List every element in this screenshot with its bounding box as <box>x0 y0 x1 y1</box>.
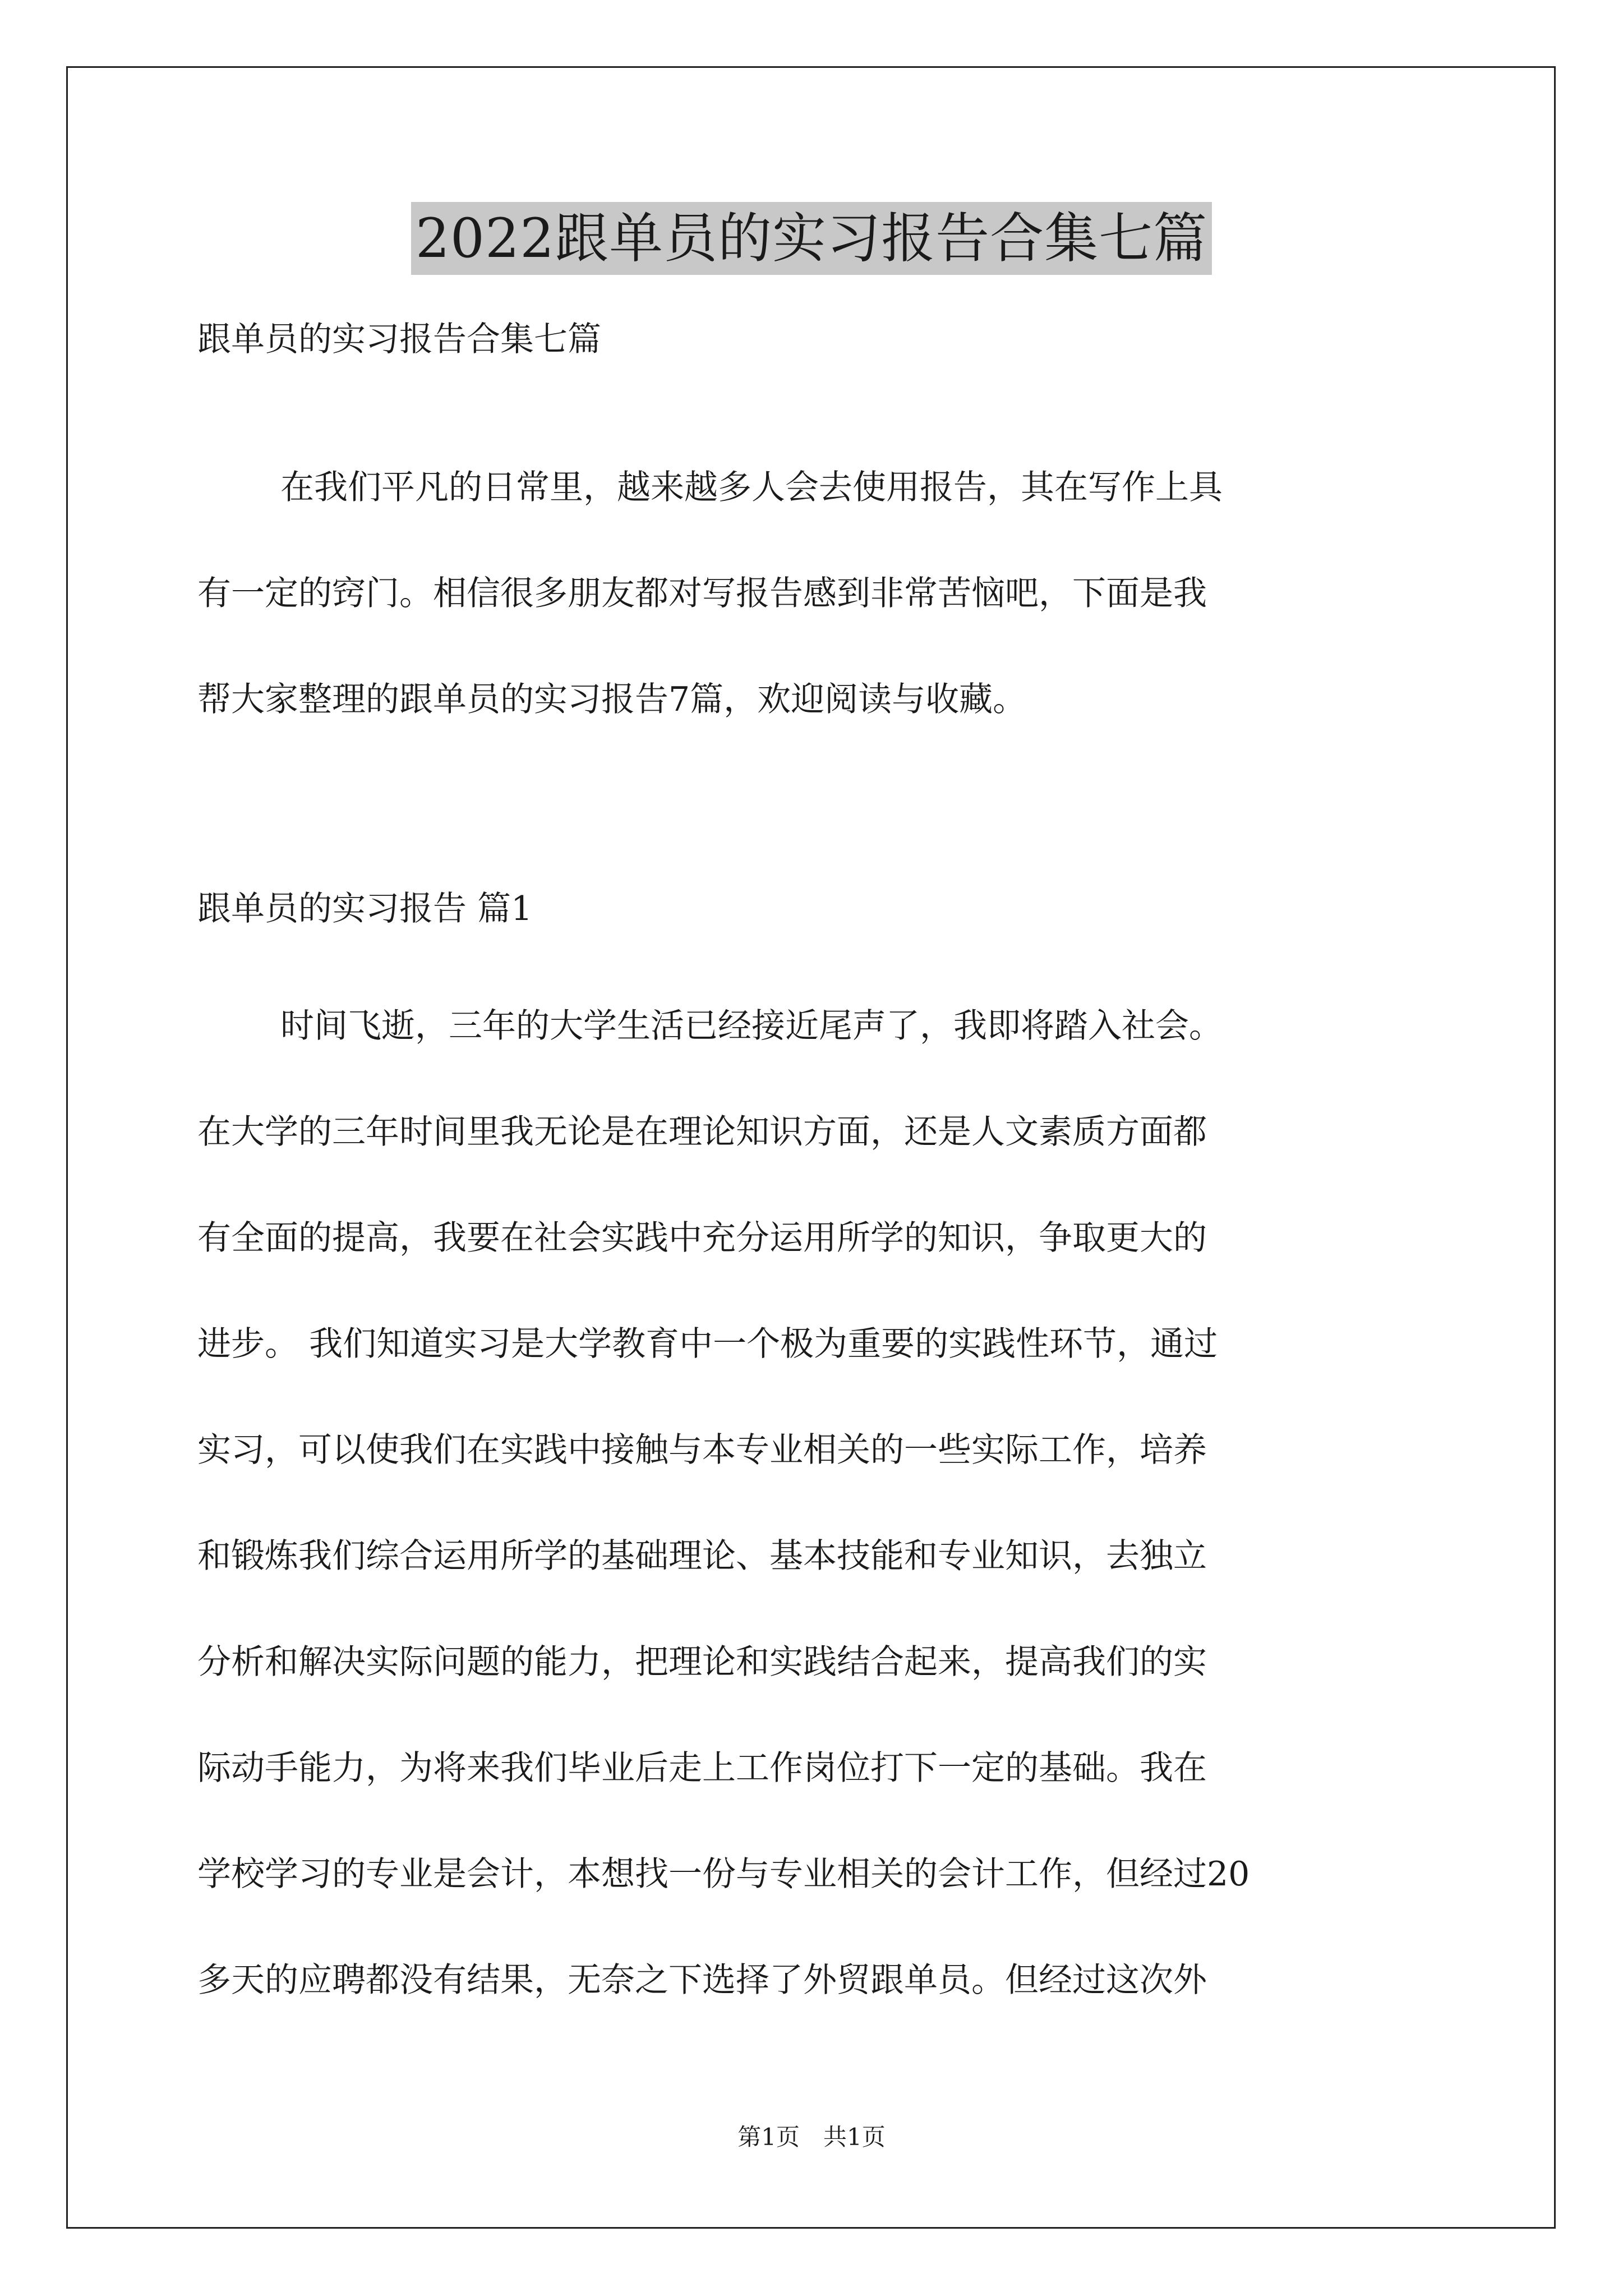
body-line: 分析和解决实际问题的能力，把理论和实践结合起来，提高我们的实 <box>197 1642 1207 1682</box>
intro-paragraph <box>197 435 1454 753</box>
body-line: 进步。 我们知道实习是大学教育中一个极为重要的实践性环节，通过 <box>197 1324 1218 1364</box>
document-title: 2022跟单员的实习报告合集七篇 <box>411 202 1212 275</box>
intro-line: 有一定的窍门。相信很多朋友都对写报告感到非常苦恼吧，下面是我 <box>197 574 1207 613</box>
intro-line: 帮大家整理的跟单员的实习报告7篇，欢迎阅读与收藏。 <box>197 680 1027 719</box>
body-line: 学校学习的专业是会计，本想找一份与专业相关的会计工作，但经过20 <box>197 1855 1250 1894</box>
title-container <box>0 202 1623 275</box>
body-line: 时间飞逝，三年的大学生活已经接近尾声了，我即将踏入社会。 <box>280 1006 1223 1046</box>
body-paragraph <box>197 973 1454 2033</box>
page-footer: 第1页 共1页 <box>737 2123 886 2151</box>
section-heading: 跟单员的实习报告 篇1 <box>197 889 533 928</box>
body-line: 在大学的三年时间里我无论是在理论知识方面，还是人文素质方面都 <box>197 1112 1207 1152</box>
intro-line: 在我们平凡的日常里，越来越多人会去使用报告，其在写作上具 <box>280 468 1223 507</box>
body-line: 有全面的提高，我要在社会实践中充分运用所学的知识，争取更大的 <box>197 1218 1207 1258</box>
body-line: 实习，可以使我们在实践中接触与本专业相关的一些实际工作，培养 <box>197 1430 1207 1470</box>
body-line: 多天的应聘都没有结果，无奈之下选择了外贸跟单员。但经过这次外 <box>197 1961 1207 2000</box>
document-subtitle: 跟单员的实习报告合集七篇 <box>197 320 601 359</box>
body-line: 际动手能力，为将来我们毕业后走上工作岗位打下一定的基础。我在 <box>197 1749 1207 1788</box>
body-line: 和锻炼我们综合运用所学的基础理论、基本技能和专业知识，去独立 <box>197 1536 1207 1576</box>
